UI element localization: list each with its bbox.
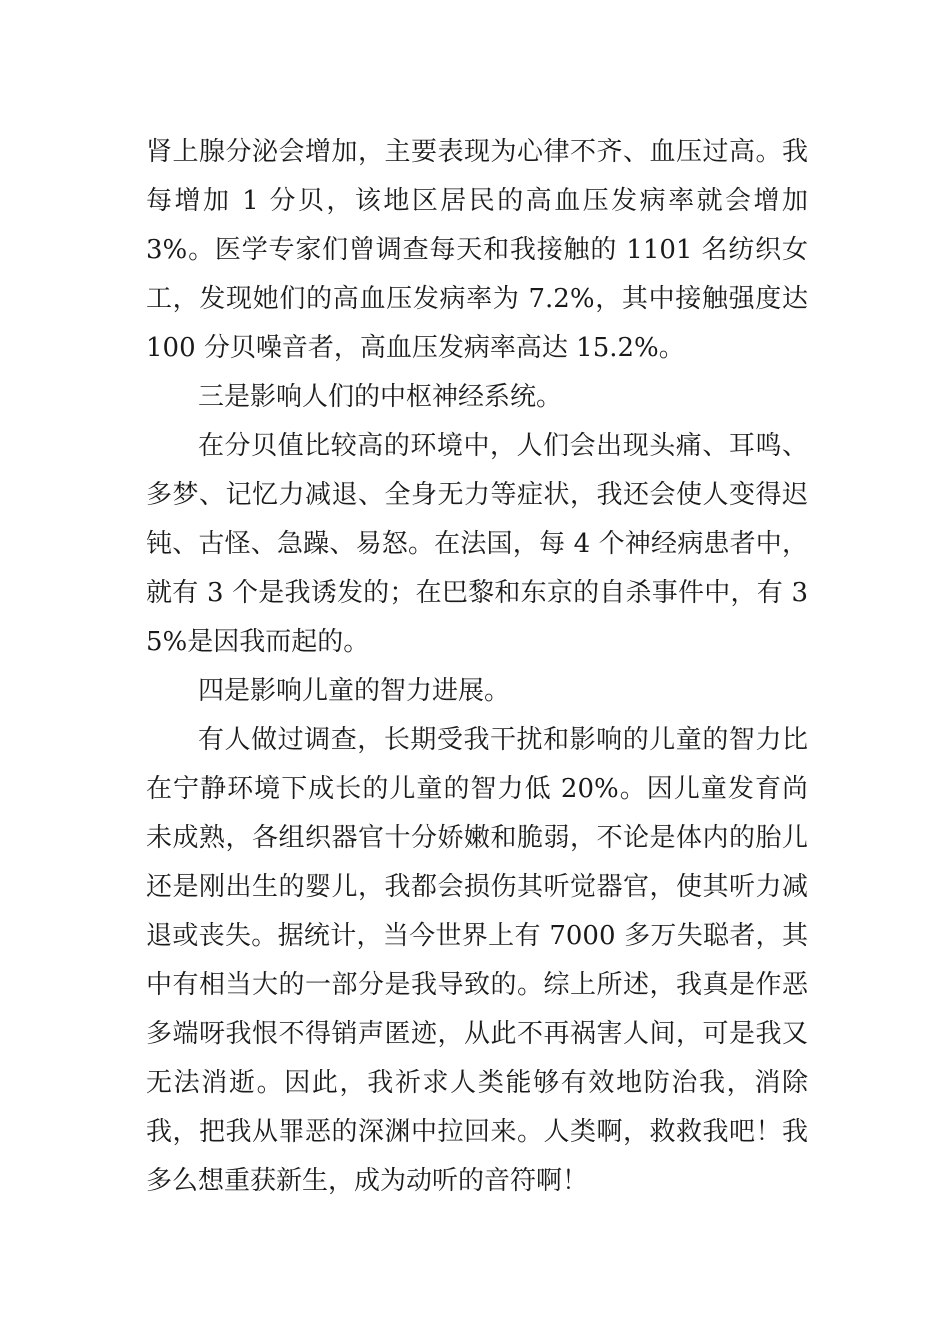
paragraph-child-development: 有人做过调查，长期受我干扰和影响的儿童的智力比在宁静环境下成长的儿童的智力低 20%。因儿童发育尚未成熟，各组织器官十分娇嫩和脆弱，不论是体内的胎儿还是刚出生的婴儿，我都会损伤其听觉器官，使其听力减退或丧失。据统计，当今世界上有 7000 多万失聪者，其中有相当大的一部分是我导致的。综上所述，我真是作恶多端呀我恨不得销声匿迹，从此不再祸害人间，可是我又无法消逝。因此，我祈求人类能够有效地防治我，消除我，把我从罪恶的深渊中拉回来。人类啊，救救我吧！我多么想重获新生，成为动听的音符啊！ [146,725,808,1196]
document-body [146,128,808,1206]
heading-central-nervous-system: 三是影响人们的中枢神经系统。 [198,382,563,412]
paragraph-nervous-symptoms: 在分贝值比较高的环境中，人们会出现头痛、耳鸣、多梦、记忆力减退、全身无力等症状，我还会使人变得迟钝、古怪、急躁、易怒。在法国，每 4 个神经病患者中，就有 3 个是我诱发的；在巴黎和东京的自杀事件中，有 35%是因我而起的。 [146,431,808,657]
paragraph-hypertension: 肾上腺分泌会增加，主要表现为心律不齐、血压过高。我每增加 1 分贝，该地区居民的高血压发病率就会增加 3%。医学专家们曾调查每天和我接触的 1101 名纺织女工，发现她们的高血压发病率为 7.2%，其中接触强度达 100 分贝噪音者，高血压发病率高达 15.2%。 [146,137,808,363]
heading-child-intelligence: 四是影响儿童的智力进展。 [198,676,511,706]
